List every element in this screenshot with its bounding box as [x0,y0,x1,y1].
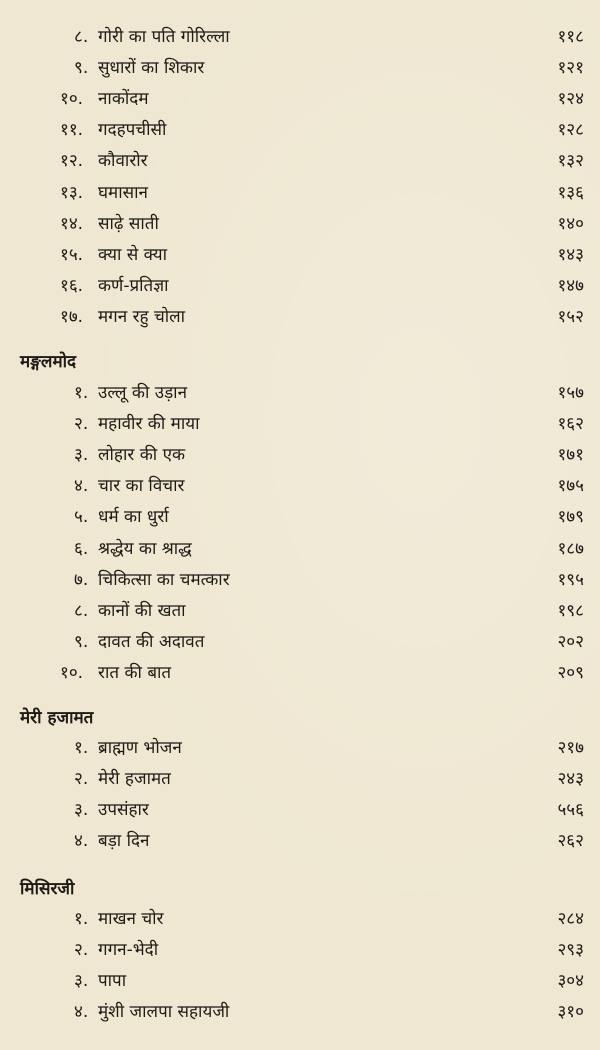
entry-title: चार का विचार [98,476,185,497]
entry-title: महावीर की माया [98,414,200,435]
entry-number: ९. [74,58,89,79]
entry-number: ८. [74,27,89,47]
entry-number: ४. [74,476,89,497]
entry-title: गदहपचीसी [98,120,167,141]
entry-page-number: ३१० [557,1002,584,1023]
entry-title: मुंशी जालपा सहायजी [98,1002,230,1023]
entry-number: १०. [60,662,84,683]
toc-entry [0,658,600,688]
entry-title: गगन-भेदी [98,940,159,961]
toc-entry [0,966,600,996]
entry-page-number: १२१ [557,58,584,79]
entry-title: मगन रहु चोला [98,306,186,327]
entry-number: १७. [60,306,84,327]
toc-entry [0,53,600,83]
entry-title: रात की बात [98,662,172,683]
entry-number: ३. [74,971,89,992]
entry-page-number: १५७ [557,383,584,403]
toc-entry [0,904,600,934]
entry-title: धर्म का धुर्रा [98,507,169,528]
entry-page-number: १९८ [557,600,584,621]
toc-entry [0,997,600,1027]
entry-page-number: १७९ [557,507,584,528]
entry-number: १६. [60,275,84,296]
entry-page-number: १६२ [557,414,584,435]
entry-number: ४. [74,831,89,852]
entry-title: बड़ा दिन [98,831,150,852]
toc-entry [0,440,600,470]
entry-page-number: ११८ [557,27,584,47]
toc-entry [0,534,600,564]
toc-entry [0,115,600,145]
toc-entry [0,935,600,965]
entry-number: ३. [74,800,89,821]
entry-number: १४. [60,213,84,234]
entry-title: उपसंहार [98,800,149,821]
toc-entry [0,795,600,825]
entry-page-number: १२४ [557,89,584,110]
entry-number: २. [74,769,89,790]
toc-entry [0,378,600,408]
entry-page-number: १७५ [557,476,584,497]
toc-entry [0,627,600,657]
entry-number: ४. [74,1002,89,1023]
entry-title: उल्लू की उड़ान [98,383,188,403]
entry-title: साढ़े साती [98,213,159,234]
entry-title: कर्ण-प्रतिज्ञा [98,275,169,296]
entry-number: १३. [60,182,84,203]
entry-number: १२. [60,151,84,172]
toc-entry [0,302,600,332]
entry-title: श्रद्धेय का श्राद्ध [98,538,192,559]
toc-entry [0,733,600,763]
entry-title: घमासान [98,182,148,203]
entry-page-number: २४३ [557,769,584,790]
entry-title: माखन चोर [98,909,164,929]
entry-page-number: १९५ [557,569,584,590]
entry-title: कौवारोर [98,151,148,172]
entry-page-number: १३६ [557,182,584,203]
entry-title: सुधारों का शिकार [98,58,205,79]
entry-number: १. [74,383,89,403]
toc-entry [0,146,600,176]
entry-number: १. [74,738,89,758]
entry-title: दावत की अदावत [98,631,205,652]
toc-entry [0,409,600,439]
section-heading: मेरी हजामत [20,708,94,728]
entry-number: ६. [74,538,89,559]
toc-entry [0,596,600,626]
toc-entry [0,565,600,595]
entry-number: ११. [60,120,84,141]
entry-title: गोरी का पति गोरिल्ला [98,27,230,47]
entry-number: २. [74,414,89,435]
entry-number: २. [74,940,89,961]
entry-title: क्या से क्या [98,244,168,265]
entry-title: कानों की खता [98,600,186,621]
toc-entry [0,22,600,52]
entry-title: ब्राह्मण भोजन [98,738,182,758]
entry-page-number: १४३ [557,244,584,265]
entry-page-number: १७१ [557,445,584,466]
toc-entry [0,209,600,239]
entry-number: १. [74,909,89,929]
entry-page-number: १८७ [557,538,584,559]
entry-page-number: २०२ [557,631,584,652]
entry-title: लोहार की एक [98,445,186,466]
entry-page-number: ५५६ [557,800,584,821]
toc-entry [0,84,600,114]
entry-number: १०. [60,89,84,110]
entry-page-number: २६२ [557,831,584,852]
entry-number: ३. [74,445,89,466]
toc-entry [0,764,600,794]
section-heading: मङ्गलमोद [20,352,77,372]
entry-page-number: १४० [557,213,584,234]
entry-number: ७. [74,569,89,590]
entry-page-number: १२८ [557,120,584,141]
entry-title: चिकित्सा का चमत्कार [98,569,230,590]
entry-page-number: ३०४ [557,971,584,992]
entry-page-number: १३२ [557,151,584,172]
entry-page-number: २०९ [557,662,584,683]
toc-entry [0,826,600,856]
entry-number: १५. [60,244,84,265]
entry-page-number: २१७ [557,738,584,758]
entry-number: ९. [74,631,89,652]
toc-entry [0,502,600,532]
toc-entry [0,271,600,301]
toc-entry [0,240,600,270]
entry-page-number: १४७ [557,275,584,296]
toc-entry [0,471,600,501]
toc-entry [0,178,600,208]
entry-page-number: १५२ [557,306,584,327]
section-heading: मिसिरजी [20,879,75,899]
entry-page-number: २८४ [557,909,584,929]
entry-title: नाकोंदम [98,89,149,110]
entry-title: मेरी हजामत [98,769,171,790]
entry-title: पापा [98,971,127,992]
entry-number: ८. [74,600,89,621]
entry-number: ५. [74,507,89,528]
entry-page-number: २९३ [557,940,584,961]
